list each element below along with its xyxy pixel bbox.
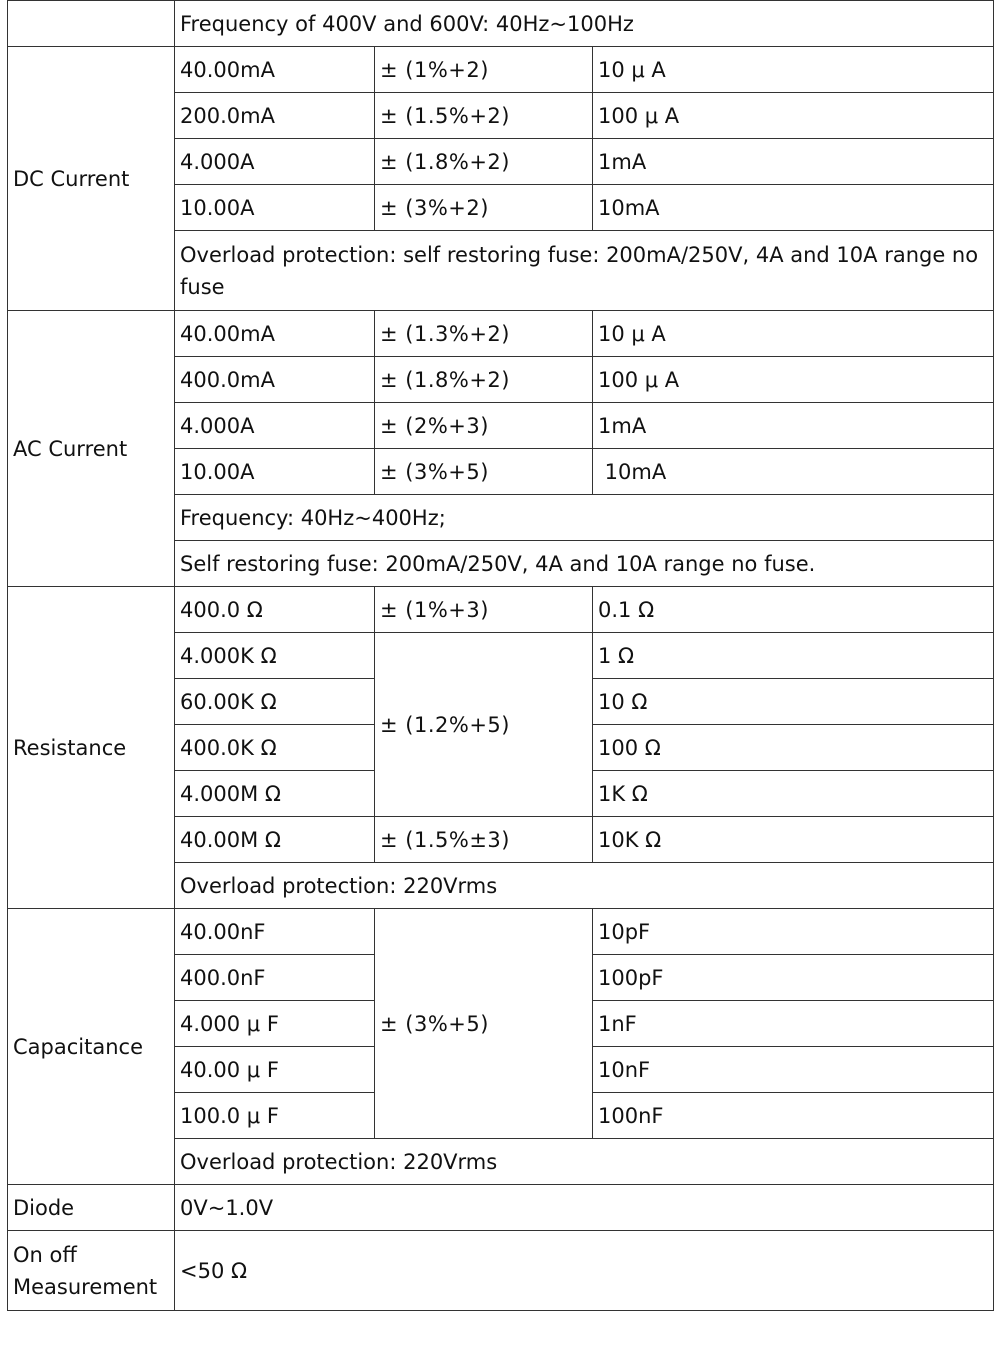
resolution-cell: 1 Ω (593, 633, 994, 679)
resolution-cell: 10K Ω (593, 817, 994, 863)
on-off-value: <50 Ω (175, 1231, 994, 1311)
range-cell: 40.00M Ω (175, 817, 375, 863)
range-cell: 4.000A (175, 403, 375, 449)
resolution-cell: 10 Ω (593, 679, 994, 725)
range-cell: 100.0 μ F (175, 1093, 375, 1139)
range-cell: 40.00mA (175, 311, 375, 357)
resolution-cell: 10mA (593, 449, 994, 495)
ac-current-label: AC Current (8, 311, 175, 587)
spec-table (7, 0, 994, 1311)
resolution-cell: 0.1 Ω (593, 587, 994, 633)
table-row (8, 1231, 994, 1311)
diode-value: 0V~1.0V (175, 1185, 994, 1231)
resolution-cell: 10 μ A (593, 311, 994, 357)
ac-current-frequency-note: Frequency: 40Hz~400Hz; (175, 495, 994, 541)
table-row (8, 909, 994, 955)
resolution-cell: 100 Ω (593, 725, 994, 771)
row-top-note (8, 1, 994, 47)
resolution-cell: 1nF (593, 1001, 994, 1047)
table-row (8, 1185, 994, 1231)
resolution-cell: 100 μ A (593, 93, 994, 139)
range-cell: 4.000A (175, 139, 375, 185)
accuracy-cell: ± (1.8%+2) (375, 357, 593, 403)
shared-accuracy-cell: ± (1.2%+5) (375, 633, 593, 817)
range-cell: 40.00nF (175, 909, 375, 955)
resolution-cell: 100 μ A (593, 357, 994, 403)
dc-current-label: DC Current (8, 47, 175, 311)
resolution-cell: 1K Ω (593, 771, 994, 817)
resolution-cell: 1mA (593, 403, 994, 449)
resolution-cell: 100nF (593, 1093, 994, 1139)
resolution-cell: 10mA (593, 185, 994, 231)
table-row (8, 311, 994, 357)
range-cell: 60.00K Ω (175, 679, 375, 725)
range-cell: 40.00mA (175, 47, 375, 93)
accuracy-cell: ± (3%+2) (375, 185, 593, 231)
resolution-cell: 100pF (593, 955, 994, 1001)
range-cell: 10.00A (175, 185, 375, 231)
range-cell: 200.0mA (175, 93, 375, 139)
accuracy-cell: ± (3%+5) (375, 449, 593, 495)
accuracy-cell: ± (1.5%±3) (375, 817, 593, 863)
range-cell: 400.0 Ω (175, 587, 375, 633)
range-cell: 400.0K Ω (175, 725, 375, 771)
cat-blank-cell (8, 1, 175, 47)
accuracy-cell: ± (1.5%+2) (375, 93, 593, 139)
capacitance-note: Overload protection: 220Vrms (175, 1139, 994, 1185)
range-cell: 400.0mA (175, 357, 375, 403)
resolution-cell: 10nF (593, 1047, 994, 1093)
on-off-label: On off Measurement (8, 1231, 175, 1311)
top-note: Frequency of 400V and 600V: 40Hz~100Hz (175, 1, 994, 47)
table-row (8, 47, 994, 93)
dc-current-note: Overload protection: self restoring fuse: 200mA/250V, 4A and 10A range no fuse (175, 231, 994, 311)
shared-accuracy-cell: ± (3%+5) (375, 909, 593, 1139)
resistance-note: Overload protection: 220Vrms (175, 863, 994, 909)
range-cell: 4.000 μ F (175, 1001, 375, 1047)
resolution-cell: 1mA (593, 139, 994, 185)
resolution-cell: 10pF (593, 909, 994, 955)
resolution-cell: 10 μ A (593, 47, 994, 93)
range-cell: 10.00A (175, 449, 375, 495)
accuracy-cell: ± (2%+3) (375, 403, 593, 449)
range-cell: 4.000M Ω (175, 771, 375, 817)
range-cell: 40.00 μ F (175, 1047, 375, 1093)
capacitance-label: Capacitance (8, 909, 175, 1185)
accuracy-cell: ± (1.3%+2) (375, 311, 593, 357)
accuracy-cell: ± (1%+2) (375, 47, 593, 93)
accuracy-cell: ± (1.8%+2) (375, 139, 593, 185)
range-cell: 400.0nF (175, 955, 375, 1001)
accuracy-cell: ± (1%+3) (375, 587, 593, 633)
ac-current-fuse-note: Self restoring fuse: 200mA/250V, 4A and 10A range no fuse. (175, 541, 994, 587)
range-cell: 4.000K Ω (175, 633, 375, 679)
resistance-label: Resistance (8, 587, 175, 909)
table-row (8, 587, 994, 633)
diode-label: Diode (8, 1185, 175, 1231)
